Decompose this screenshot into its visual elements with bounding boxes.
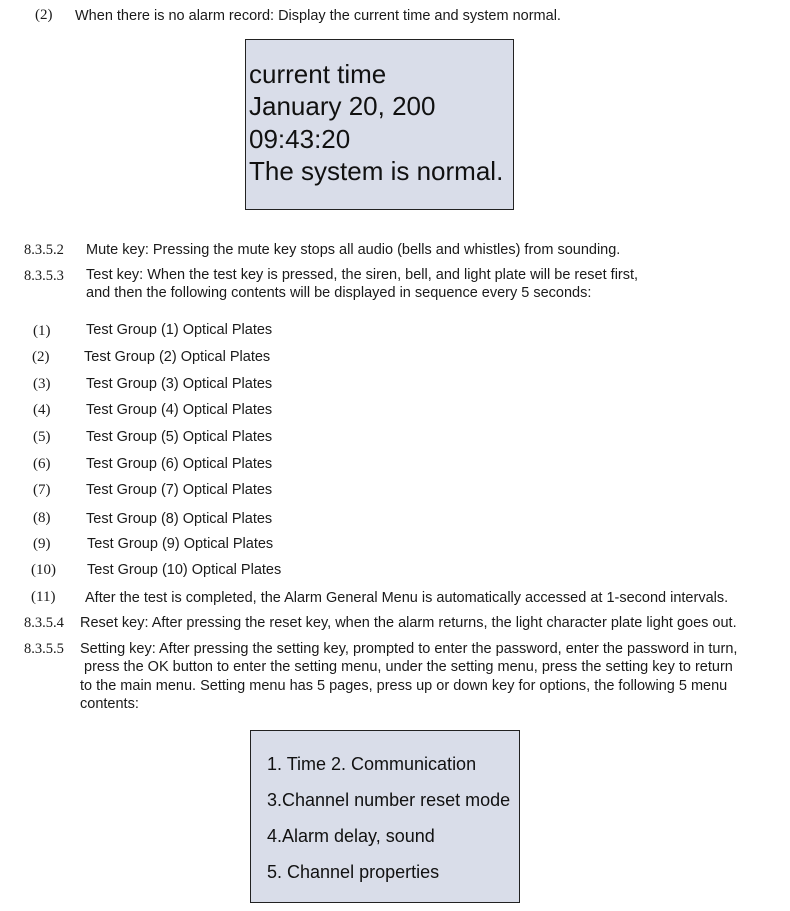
test-item-text: Test Group (7) Optical Plates xyxy=(86,482,273,498)
test-item-text: Test Group (3) Optical Plates xyxy=(86,376,273,392)
test-item-text: Test Group (10) Optical Plates xyxy=(87,562,282,578)
test-item-text: Test Group (2) Optical Plates xyxy=(84,349,271,365)
menu-item-alarm-delay-sound: 4.Alarm delay, sound xyxy=(267,826,435,846)
section-text-reset: Reset key: After pressing the reset key, when the alarm returns, the light character plate light goes out. xyxy=(80,615,737,631)
lcd-line-label: current time xyxy=(249,59,387,89)
test-item-text: Test Group (9) Optical Plates xyxy=(87,536,274,552)
lcd-line-date: January 20, 200 xyxy=(249,91,436,121)
test-item-number: (8) xyxy=(33,510,51,526)
menu-item-channel-properties: 5. Channel properties xyxy=(267,862,440,882)
intro-text: When there is no alarm record: Display the current time and system normal. xyxy=(75,8,561,24)
test-item-text: Test Group (8) Optical Plates xyxy=(86,511,273,527)
test-item-number: (7) xyxy=(33,482,51,498)
test-item-number: (6) xyxy=(33,456,51,472)
test-item-number: (4) xyxy=(33,402,51,418)
test-item-number: (3) xyxy=(33,376,51,392)
section-number-mute: 8.3.5.2 xyxy=(24,242,64,258)
test-item-text: After the test is completed, the Alarm General Menu is automatically accessed at 1-second intervals. xyxy=(85,590,729,606)
menu-item-channel-reset-mode: 3.Channel number reset mode xyxy=(267,790,511,810)
test-item-number: (2) xyxy=(32,349,50,365)
section-text-setting-4: contents: xyxy=(80,696,139,712)
lcd-display-setting-menu xyxy=(250,730,520,903)
intro-number: (2) xyxy=(35,7,53,23)
section-text-setting-1: Setting key: After pressing the setting key, prompted to enter the password, enter the password in turn, xyxy=(80,641,738,657)
test-item-text: Test Group (1) Optical Plates xyxy=(86,322,273,338)
lcd-line-time: 09:43:20 xyxy=(249,124,351,154)
section-text-setting-2: press the OK button to enter the setting menu, under the setting menu, press the setting key to return xyxy=(84,659,733,675)
test-item-number: (11) xyxy=(31,589,56,605)
test-item-text: Test Group (4) Optical Plates xyxy=(86,402,273,418)
test-item-text: Test Group (6) Optical Plates xyxy=(86,456,273,472)
menu-item-time-communication: 1. Time 2. Communication xyxy=(267,754,477,774)
lcd-display-status xyxy=(245,39,514,210)
section-text-test-2: and then the following contents will be displayed in sequence every 5 seconds: xyxy=(86,285,592,301)
section-text-mute: Mute key: Pressing the mute key stops all audio (bells and whistles) from sounding. xyxy=(86,242,621,258)
test-item-number: (9) xyxy=(33,536,51,552)
section-number-reset: 8.3.5.4 xyxy=(24,615,64,631)
section-number-setting: 8.3.5.5 xyxy=(24,641,64,657)
section-number-test: 8.3.5.3 xyxy=(24,268,64,284)
test-item-number: (1) xyxy=(33,323,51,339)
section-text-test-1: Test key: When the test key is pressed, the siren, bell, and light plate will be reset first, xyxy=(86,267,639,283)
test-item-number: (10) xyxy=(31,562,56,578)
test-item-text: Test Group (5) Optical Plates xyxy=(86,429,273,445)
section-text-setting-3: to the main menu. Setting menu has 5 pages, press up or down key for options, the following 5 menu xyxy=(80,678,728,694)
lcd-line-status: The system is normal. xyxy=(249,156,504,186)
test-item-number: (5) xyxy=(33,429,51,445)
